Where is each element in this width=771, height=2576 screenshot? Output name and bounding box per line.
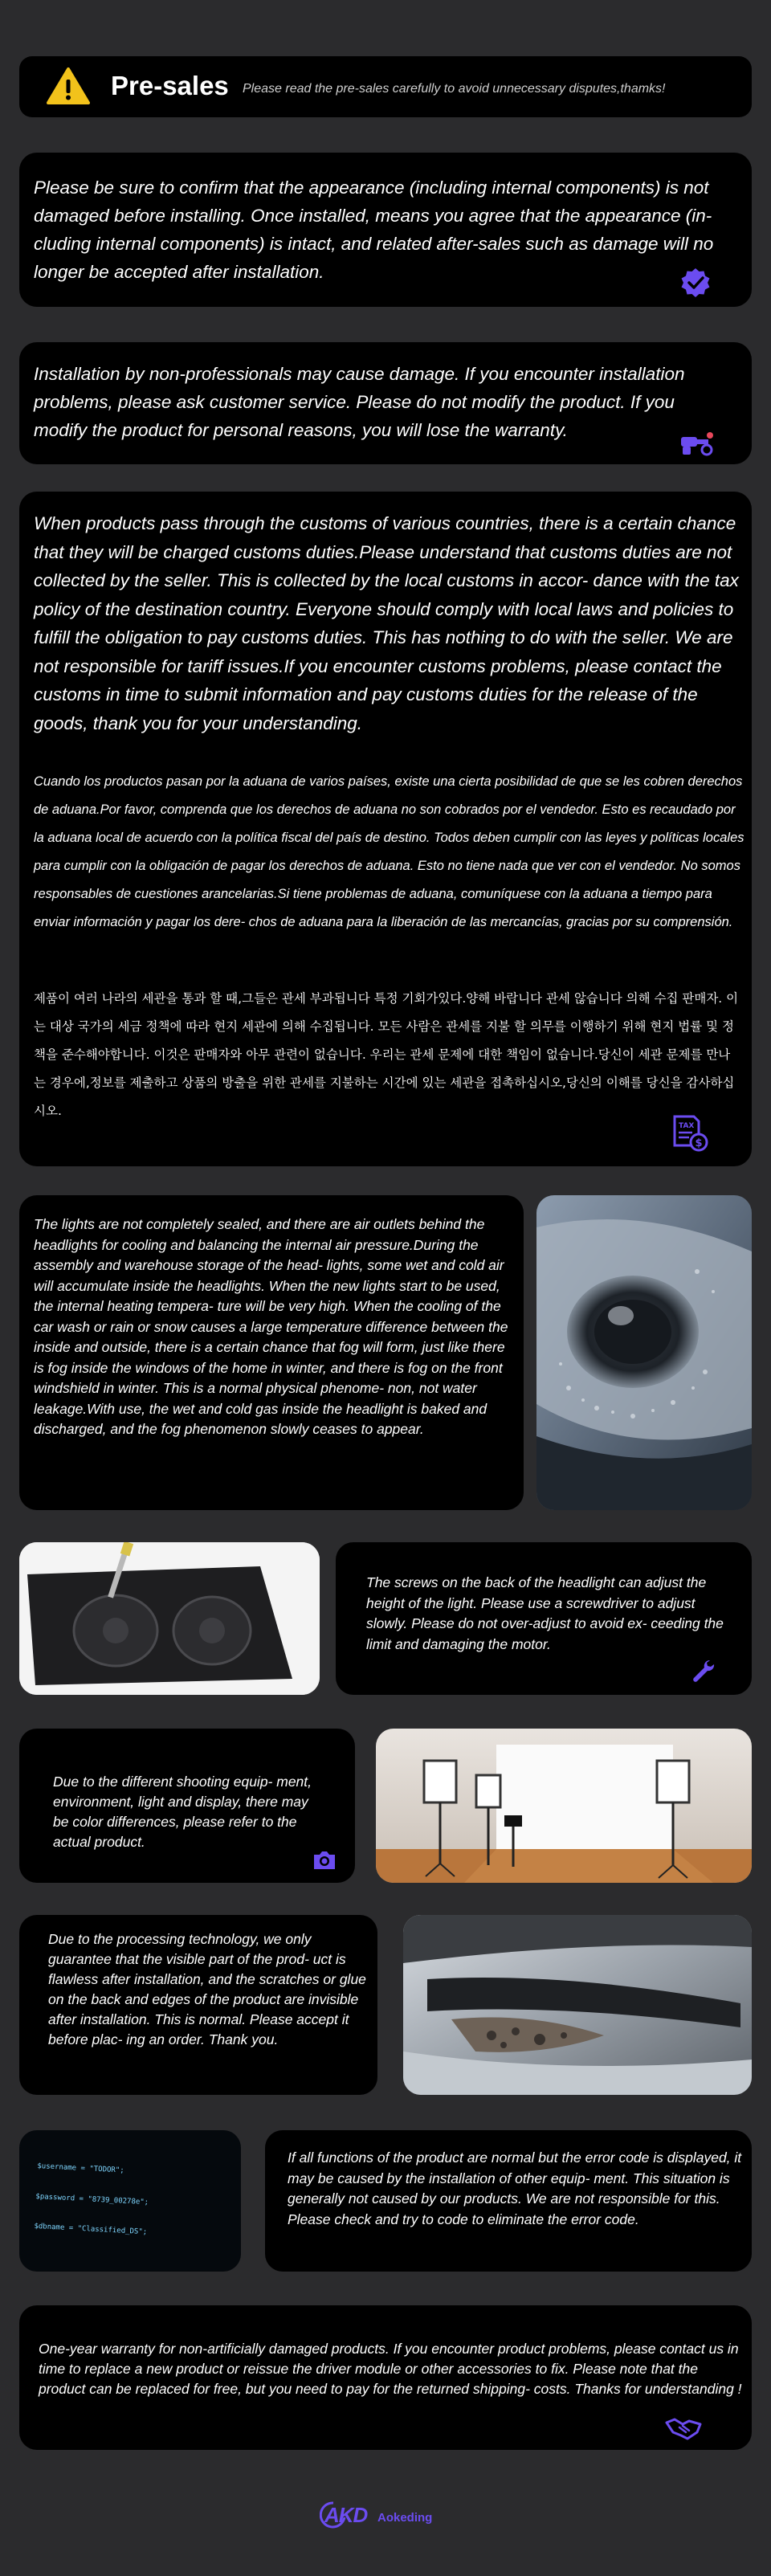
warranty-notice-card <box>19 2305 752 2450</box>
customs-notice-card <box>19 492 752 1166</box>
headlight-glue-closeup-photo <box>403 1915 752 2095</box>
svg-text:$: $ <box>695 1137 703 1149</box>
tools-icon <box>679 431 713 456</box>
wrench-icon <box>691 1658 715 1682</box>
warning-icon <box>47 67 90 105</box>
appearance-notice-card <box>19 153 752 307</box>
installation-notice-card <box>19 342 752 464</box>
code-line: $password = "8739_00278e"; <box>35 2192 149 2207</box>
screws-notice-text: The screws on the back of the headlight can adjust the height of the light. Please use a screwdriver to adjust slowly. Please do not over-adjust to avoid ex- ceeding the limit and damaging the motor. <box>366 1574 724 1652</box>
headlight-back-screws-photo <box>19 1542 320 1695</box>
code-line: $dbname = "Classified_DS"; <box>34 2222 148 2237</box>
fog-notice-card <box>19 1195 524 1510</box>
foggy-headlight-photo <box>536 1195 752 1510</box>
brand-logo <box>320 2500 456 2529</box>
photo-studio-photo <box>376 1729 752 1883</box>
appearance-notice-text: Please be sure to confirm that the appearance (including internal components) is not damaged before installing. Once installed, means you agree that the appearance (in- cluding internal components) is intact, and related after-sales such as damage will no longer be accepted after installation. <box>34 178 714 282</box>
presales-header <box>19 56 752 117</box>
color-notice-card <box>19 1729 355 1883</box>
installation-notice-text: Installation by non-professionals may cause damage. If you encounter installation problems, please ask customer service. Please do not modify the product. If you modify the product for personal reasons, you will lose the warranty. <box>34 364 685 440</box>
brand-name: Aokeding <box>377 2511 433 2525</box>
source-code-photo <box>19 2130 241 2272</box>
error-code-notice-card <box>265 2130 752 2272</box>
fog-notice-text: The lights are not completely sealed, and there are air outlets behind the headlights for cooling and balancing the internal air pressure.During the assembly and warehouse storage of the head- lights, some wet and cold air will accumulate inside the headlights. When the new lights start to be used, the internal heating tempera- ture will be very high. When the cooling of the car wash or rain or snow causes a large temperature difference between the inside and outside, there is a certain chance that fog will form, just like there is fog inside the windows of the home in winter, and there is fog on the front windshield in winter. This is a normal physical phenome- non, not water leakage.With use, the wet and cold gas inside the headlight is baked and discharged, and the fog phenomenon slowly ceases to appear. <box>34 1216 508 1437</box>
code-line <box>32 2251 233 2272</box>
customs-text-spanish: Cuando los productos pasan por la aduana de varios países, existe una cierta posibilidad de que se les cobren derechos de aduana.Por favor, comprenda que los derechos de aduana no son cobrados por el vendedor. Esto es recaudado por la aduana local de acuerdo con la política fiscal del país de destino. Todos deben cumplir con las leyes y políticas locales para cumplir con la obligación de pagar los derechos de aduana. Esto no tiene nada que ver con el vendedor. No somos responsables de cuestiones arancelarias.Si tiene problemas de aduana, comuníquese con la aduana a tiempo para enviar información y pagar los dere- chos de aduana para la liberación de las mercancías, gracias por su comprensión. <box>34 774 744 929</box>
brand-logo-text: AKD <box>324 2503 368 2527</box>
handshake-icon <box>665 2415 702 2440</box>
screws-notice-card <box>336 1542 752 1695</box>
error-code-notice-text: If all functions of the product are normal but the error code is displayed, it may be caused by the installation of other equip- ment. This situation is generally not caused by our products. We are not responsible for this. Please check and try to code to eliminate the error code. <box>288 2149 742 2227</box>
code-snippet <box>19 2141 239 2272</box>
svg-text:TAX: TAX <box>679 1122 695 1130</box>
tax-document-icon <box>671 1113 708 1152</box>
customs-text-korean: 제품이 여러 나라의 세관을 통과 할 때,그들은 관세 부과됩니다 특정 기회가있다.양해 바랍니다 관세 않습니다 의해 수집 판매자. 이는 대상 국가의 세금 정책에 따라 현지 세관에 의해 수집됩니다. 모든 사람은 관세를 지불 할 의무를 이행하기 위해 현지 법률 및 정책을 준수해야합니다. 이것은 판매자와 아무 관련이 없습니다. 우리는 관세 문제에 대한 책임이 없습니다.당신이 세관 문제를 만나는 경우에,정보를 제출하고 상품의 방출을 위한 관세를 지불하는 시간에 있는 세관을 접촉하십시오,당신의 이해를 당신을 감사하십시오. <box>34 991 739 1118</box>
check-badge-icon <box>679 267 712 299</box>
processing-notice-text: Due to the processing technology, we only guarantee that the visible part of the prod- uct is flawless after installation, and the scratches or glue on the back and edges of the product are invisible after installation. This is normal. Please accept it before plac- ing an order. Thank you. <box>48 1931 366 2047</box>
customs-text-english: When products pass through the customs of various countries, there is a certain chance that they will be charged customs duties.Please understand that customs duties are not collected by the seller. This is collected by the local customs in accor- dance with the tax policy of the destination country. Everyone should comply with local laws and policies to fulfill the obligation to pay customs duties. This has nothing to do with the seller. We are not responsible for tariff issues.If you encounter customs problems, please contact the customs in time to submit information and pay customs duties for the release of the goods, thank you for your understanding. <box>34 513 739 733</box>
warranty-notice-text: One-year warranty for non-artificially damaged products. If you encounter product problems, please contact us in time to replace a new product or reissue the driver module or other accessories to fix. Please note that the product can be replaced for free, but you need to pay for the returned shipping- costs. Thanks for understanding ! <box>39 2341 742 2397</box>
presales-subtitle: Please read the pre-sales carefully to avoid unnecessary disputes,thamks! <box>243 82 666 96</box>
color-notice-text: Due to the different shooting equip- ment, environment, light and display, there may be color differences, please refer to the actual product. <box>53 1774 312 1850</box>
processing-notice-card <box>19 1915 377 2095</box>
presales-title: Pre-sales <box>111 71 229 100</box>
camera-icon <box>312 1849 337 1872</box>
code-line: $username = "TODOR"; <box>37 2162 124 2175</box>
